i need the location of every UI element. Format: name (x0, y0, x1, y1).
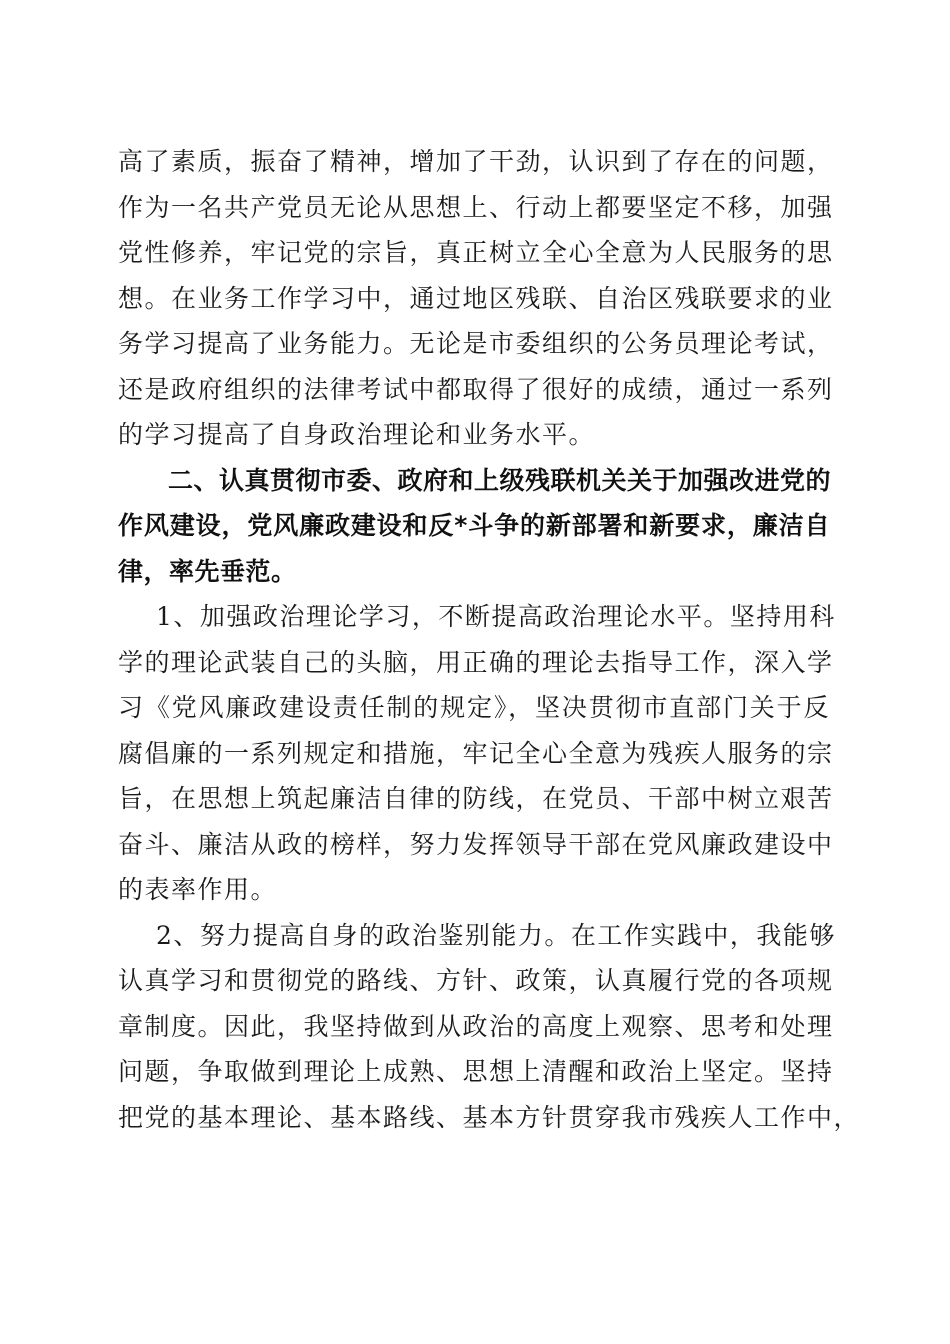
text-line: 学的理论武装自己的头脑，用正确的理论去指导工作，深入学 (118, 647, 834, 677)
text-line: 习《党风廉政建设责任制的规定》，坚决贯彻市直部门关于反 (118, 693, 830, 722)
text-line: 还是政府组织的法律考试中都取得了很好的成绩，通过一系列 (118, 374, 834, 404)
section-heading (118, 458, 830, 595)
heading-line: 作风建设，党风廉政建设和反*斗争的新部署和新要求，廉洁自 (118, 511, 830, 540)
text-line: 的表率作用。 (118, 875, 278, 904)
text-line: 章制度。因此，我坚持做到从政治的高度上观察、思考和处理 (118, 1011, 834, 1041)
text-line: 旨，在思想上筑起廉洁自律的防线，在党员、干部中树立艰苦 (118, 784, 834, 813)
text-line: 作为一名共产党员无论从思想上、行动上都要坚定不移，加强 (118, 192, 834, 222)
document-page (118, 139, 861, 1140)
text-line: 想。在业务工作学习中，通过地区残联、自治区残联要求的业 (118, 283, 834, 313)
item-1-paragraph (118, 594, 836, 913)
heading-line: 律，率先垂范。 (118, 556, 297, 586)
text-line: 务学习提高了业务能力。无论是市委组织的公务员理论考试， (118, 329, 834, 358)
text-line: 2、努力提高自身的政治鉴别能力。在工作实践中，我能够 (156, 920, 836, 950)
text-line: 认真学习和贯彻党的路线、方针、政策，认真履行党的各项规 (118, 966, 834, 995)
heading-line: 二、认真贯彻市委、政府和上级残联机关关于加强改进党的 (168, 465, 832, 495)
text-line: 1、加强政治理论学习，不断提高政治理论水平。坚持用科 (156, 602, 836, 631)
text-line: 党性修养，牢记党的宗旨，真正树立全心全意为人民服务的思 (118, 238, 834, 267)
text-line: 奋斗、廉洁从政的榜样，努力发挥领导干部在党风廉政建设中 (118, 829, 834, 859)
item-2-paragraph (118, 913, 861, 1141)
text-line: 的学习提高了自身政治理论和业务水平。 (118, 420, 596, 449)
text-line: 腐倡廉的一系列规定和措施，牢记全心全意为残疾人服务的宗 (118, 738, 834, 768)
text-line: 高了素质，振奋了精神，增加了干劲，认识到了存在的问题， (118, 147, 834, 176)
paragraph-continued (118, 139, 834, 458)
text-line: 把党的基本理论、基本路线、基本方针贯穿我市残疾人工作中， (118, 1102, 861, 1132)
text-line: 问题，争取做到理论上成熟、思想上清醒和政治上坚定。坚持 (118, 1057, 834, 1086)
